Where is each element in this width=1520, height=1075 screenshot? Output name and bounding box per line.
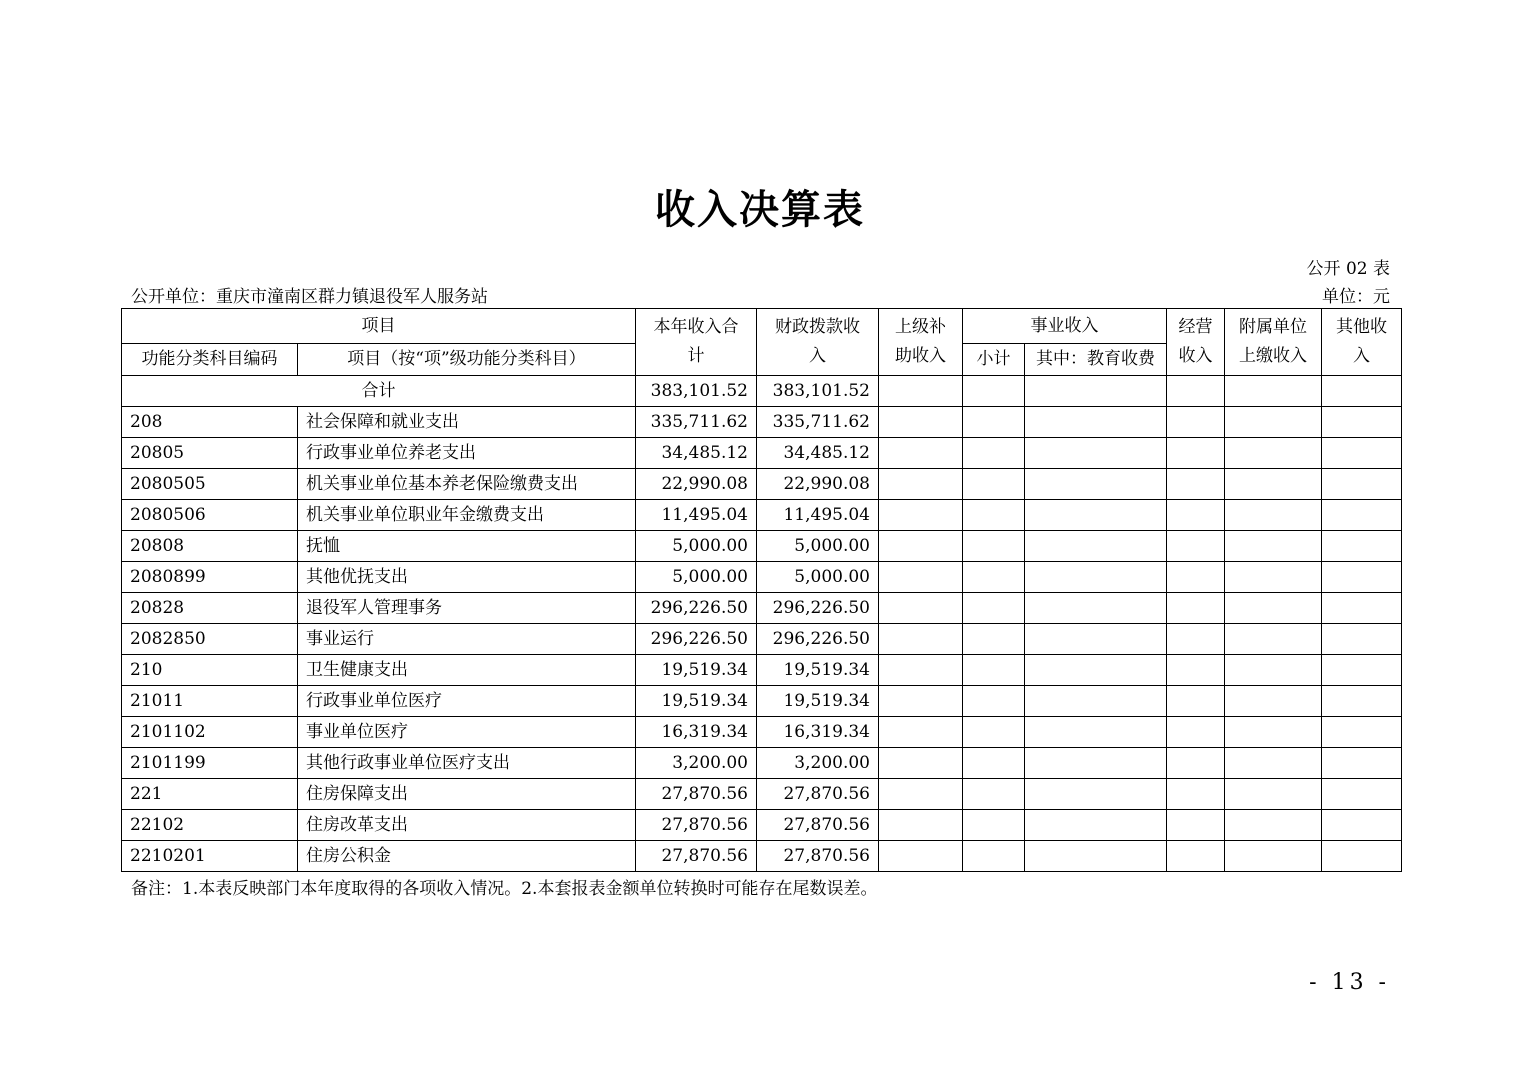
footnote: 备注：1.本表反映部门本年度取得的各项收入情况。2.本套报表金额单位转换时可能存在尾数误差。 [131,879,878,899]
empty-cell [1322,593,1402,624]
header-item: 项目 [122,309,636,344]
row-name: 卫生健康支出 [298,655,636,686]
empty-cell [963,779,1025,810]
empty-cell [879,748,963,779]
row-name: 机关事业单位基本养老保险缴费支出 [298,469,636,500]
header-total: 本年收入合 计 [636,309,757,376]
row-code: 210 [122,655,298,686]
empty-cell [1225,717,1322,748]
form-number: 公开 02 表 [1306,259,1390,279]
row-fiscal: 19,519.34 [757,686,879,717]
empty-cell [1167,779,1225,810]
empty-cell [1322,810,1402,841]
empty-cell [1167,469,1225,500]
header-education: 其中：教育收费 [1025,344,1167,376]
empty-cell [1167,438,1225,469]
header-operating: 经营 收入 [1167,309,1225,376]
row-total: 22,990.08 [636,469,757,500]
empty-cell [879,531,963,562]
empty-cell [1167,810,1225,841]
table-row [122,531,1402,562]
empty-cell [963,810,1025,841]
empty-cell [963,624,1025,655]
empty-cell [1225,686,1322,717]
row-total: 27,870.56 [636,779,757,810]
empty-cell [1322,562,1402,593]
empty-cell [1025,841,1167,872]
empty-cell [963,841,1025,872]
empty-cell [963,748,1025,779]
row-name: 事业单位医疗 [298,717,636,748]
row-total: 34,485.12 [636,438,757,469]
table-row [122,407,1402,438]
row-name: 行政事业单位医疗 [298,686,636,717]
table-row [122,624,1402,655]
header-item-name: 项目（按“项”级功能分类科目） [298,344,636,376]
empty-cell [1225,593,1322,624]
empty-cell [963,717,1025,748]
table-row [122,500,1402,531]
row-name: 行政事业单位养老支出 [298,438,636,469]
row-code: 2082850 [122,624,298,655]
empty-cell [1167,407,1225,438]
header-code: 功能分类科目编码 [122,344,298,376]
empty-cell [963,531,1025,562]
empty-cell [1225,655,1322,686]
empty-cell [963,562,1025,593]
page-number: - 13 - [1309,970,1390,995]
empty-cell [1167,624,1225,655]
empty-cell [1025,717,1167,748]
empty-cell [879,655,963,686]
empty-cell [1025,779,1167,810]
empty-cell [1225,562,1322,593]
empty-cell [1167,686,1225,717]
table-row [122,841,1402,872]
header-other: 其他收 入 [1322,309,1402,376]
empty-cell [879,562,963,593]
empty-cell [1322,841,1402,872]
empty-cell [879,593,963,624]
row-fiscal: 5,000.00 [757,531,879,562]
row-name: 抚恤 [298,531,636,562]
empty-cell [963,438,1025,469]
row-code: 20828 [122,593,298,624]
empty-cell [963,469,1025,500]
row-fiscal: 34,485.12 [757,438,879,469]
total-row [122,376,1402,407]
empty-cell [1322,655,1402,686]
total-amount: 383,101.52 [636,376,757,407]
empty-cell [1167,717,1225,748]
header-business: 事业收入 [963,309,1167,344]
row-code: 2080506 [122,500,298,531]
row-name: 退役军人管理事务 [298,593,636,624]
empty-cell [1225,810,1322,841]
row-code: 2080899 [122,562,298,593]
header-affiliated: 附属单位 上缴收入 [1225,309,1322,376]
row-name: 住房改革支出 [298,810,636,841]
empty-cell [1225,531,1322,562]
row-code: 20808 [122,531,298,562]
empty-cell [1167,841,1225,872]
table-row [122,655,1402,686]
empty-cell [1167,562,1225,593]
header-superior: 上级补 助收入 [879,309,963,376]
empty-cell [1322,531,1402,562]
row-total: 5,000.00 [636,562,757,593]
empty-cell [1225,624,1322,655]
empty-cell [1025,624,1167,655]
row-fiscal: 27,870.56 [757,779,879,810]
row-name: 机关事业单位职业年金缴费支出 [298,500,636,531]
empty-cell [1322,438,1402,469]
table-row [122,562,1402,593]
empty-cell [963,593,1025,624]
row-fiscal: 11,495.04 [757,500,879,531]
empty-cell [1025,407,1167,438]
empty-cell [1225,500,1322,531]
currency-unit: 单位：元 [1322,287,1390,307]
table-row [122,438,1402,469]
empty-cell [879,686,963,717]
row-name: 住房保障支出 [298,779,636,810]
empty-cell [1322,779,1402,810]
empty-cell [1167,531,1225,562]
empty-cell [879,407,963,438]
empty-cell [1025,469,1167,500]
row-name: 社会保障和就业支出 [298,407,636,438]
empty-cell [1225,438,1322,469]
empty-cell [1167,593,1225,624]
row-fiscal: 22,990.08 [757,469,879,500]
empty-cell [1025,748,1167,779]
empty-cell [879,717,963,748]
empty-cell [1322,500,1402,531]
row-code: 208 [122,407,298,438]
row-code: 20805 [122,438,298,469]
row-total: 27,870.56 [636,841,757,872]
empty-cell [879,624,963,655]
row-fiscal: 3,200.00 [757,748,879,779]
row-fiscal: 27,870.56 [757,841,879,872]
empty-cell [1322,407,1402,438]
header-subtotal: 小计 [963,344,1025,376]
table-row [122,593,1402,624]
empty-cell [963,407,1025,438]
income-table [121,308,1402,872]
reporting-unit: 公开单位：重庆市潼南区群力镇退役军人服务站 [131,287,488,307]
total-label: 合计 [122,376,636,407]
table-row [122,748,1402,779]
empty-cell [1025,500,1167,531]
empty-cell [963,655,1025,686]
row-total: 335,711.62 [636,407,757,438]
empty-cell [1025,438,1167,469]
row-fiscal: 27,870.56 [757,810,879,841]
row-fiscal: 5,000.00 [757,562,879,593]
row-code: 21011 [122,686,298,717]
row-total: 19,519.34 [636,655,757,686]
empty-cell [1225,748,1322,779]
empty-cell [879,810,963,841]
table-row [122,810,1402,841]
row-name: 其他行政事业单位医疗支出 [298,748,636,779]
row-code: 2101102 [122,717,298,748]
row-total: 3,200.00 [636,748,757,779]
row-total: 19,519.34 [636,686,757,717]
row-fiscal: 296,226.50 [757,593,879,624]
row-code: 2101199 [122,748,298,779]
row-name: 事业运行 [298,624,636,655]
total-fiscal: 383,101.52 [757,376,879,407]
row-code: 221 [122,779,298,810]
empty-cell [879,469,963,500]
table-row [122,686,1402,717]
row-fiscal: 335,711.62 [757,407,879,438]
table-row [122,779,1402,810]
empty-cell [1322,624,1402,655]
empty-cell [963,686,1025,717]
row-total: 5,000.00 [636,531,757,562]
empty-cell [1025,562,1167,593]
row-code: 2210201 [122,841,298,872]
row-fiscal: 296,226.50 [757,624,879,655]
empty-cell [1167,500,1225,531]
empty-cell [879,438,963,469]
empty-cell [879,841,963,872]
row-fiscal: 19,519.34 [757,655,879,686]
empty-cell [1225,779,1322,810]
row-fiscal: 16,319.34 [757,717,879,748]
row-total: 11,495.04 [636,500,757,531]
row-code: 22102 [122,810,298,841]
row-total: 16,319.34 [636,717,757,748]
row-total: 296,226.50 [636,624,757,655]
empty-cell [1025,531,1167,562]
empty-cell [1025,686,1167,717]
empty-cell [1322,717,1402,748]
empty-cell [879,500,963,531]
empty-cell [963,500,1025,531]
row-total: 296,226.50 [636,593,757,624]
empty-cell [1167,655,1225,686]
page-title: 收入决算表 [655,186,865,233]
empty-cell [1225,407,1322,438]
row-name: 住房公积金 [298,841,636,872]
empty-cell [1322,686,1402,717]
row-name: 其他优抚支出 [298,562,636,593]
row-code: 2080505 [122,469,298,500]
header-fiscal: 财政拨款收 入 [757,309,879,376]
row-total: 27,870.56 [636,810,757,841]
empty-cell [1025,655,1167,686]
empty-cell [1225,469,1322,500]
empty-cell [1225,841,1322,872]
table-row [122,469,1402,500]
empty-cell [879,779,963,810]
empty-cell [1322,748,1402,779]
empty-cell [1025,593,1167,624]
empty-cell [1025,810,1167,841]
empty-cell [1322,469,1402,500]
table-row [122,717,1402,748]
empty-cell [1167,748,1225,779]
